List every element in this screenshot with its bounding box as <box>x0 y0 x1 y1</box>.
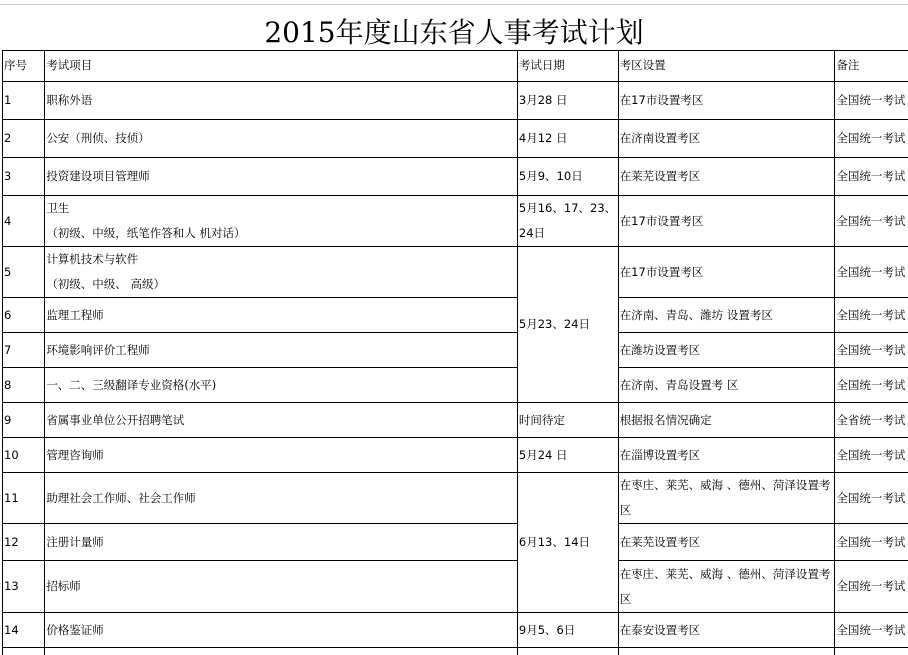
table-row <box>3 438 908 473</box>
cell-note[interactable]: 全国统一考试 <box>835 613 908 648</box>
cell-item[interactable]: 省属事业单位公开招聘笔试 <box>45 403 518 438</box>
table-row <box>3 196 908 247</box>
cell-note[interactable]: 全国统一考试 <box>835 368 908 403</box>
cell-no[interactable]: 2 <box>3 120 45 158</box>
cell-date[interactable]: 5月9、10日 <box>517 158 618 196</box>
table-row <box>3 298 908 333</box>
cell-no[interactable]: 12 <box>3 524 45 561</box>
cell-area[interactable]: 在莱芜设置考区 <box>618 524 835 561</box>
cell-item[interactable]: 职称外语 <box>45 82 518 120</box>
cell-area[interactable]: 根据报名情况确定 <box>618 403 835 438</box>
cell-item-line2: （初级、中级，纸笔作答和人 机对话） <box>46 226 246 240</box>
table-row <box>3 403 908 438</box>
cell-date[interactable]: 5月16、17、23、24日 <box>517 196 618 247</box>
cell-area[interactable]: 在17市设置考区 <box>618 196 835 247</box>
cell-item[interactable]: 监理工程师 <box>45 298 518 333</box>
cell-no[interactable]: 14 <box>3 613 45 648</box>
cell-no[interactable]: 5 <box>3 247 45 298</box>
cell-no[interactable]: 10 <box>3 438 45 473</box>
table-row <box>3 561 908 613</box>
cell-empty[interactable] <box>45 648 518 655</box>
cell-date[interactable]: 3月28 日 <box>517 82 618 120</box>
table-row <box>3 158 908 196</box>
cell-note[interactable]: 全国统一考试 <box>835 524 908 561</box>
header-date[interactable]: 考试日期 <box>517 51 618 82</box>
cell-item[interactable]: 助理社会工作师、社会工作师 <box>45 473 518 524</box>
cell-empty[interactable] <box>618 648 835 655</box>
sheet-top-border <box>0 4 908 5</box>
cell-area[interactable]: 在泰安设置考区 <box>618 613 835 648</box>
cell-no[interactable]: 13 <box>3 561 45 613</box>
cell-item[interactable]: 招标师 <box>45 561 518 613</box>
table-row <box>3 333 908 368</box>
table-row <box>3 613 908 648</box>
cell-item[interactable]: 公安（刑侦、技侦） <box>45 120 518 158</box>
cell-area[interactable]: 在枣庄、莱芜、威海 、德州、菏泽设置考区 <box>618 473 835 524</box>
cell-no[interactable]: 1 <box>3 82 45 120</box>
cell-item[interactable]: 管理咨询师 <box>45 438 518 473</box>
cell-item[interactable] <box>45 247 518 298</box>
cell-area[interactable]: 在济南、青岛、潍坊 设置考区 <box>618 298 835 333</box>
page-title: 2015年度山东省人事考试计划 <box>264 16 644 49</box>
table-row <box>3 524 908 561</box>
table-row <box>3 120 908 158</box>
cell-area[interactable]: 在淄博设置考区 <box>618 438 835 473</box>
cell-note[interactable]: 全国统一考试 <box>835 120 908 158</box>
table-row <box>3 82 908 120</box>
cell-date[interactable]: 9月5、6日 <box>517 613 618 648</box>
cell-item[interactable]: 价格鉴证师 <box>45 613 518 648</box>
cell-item-line2: （初级、中级、 高级） <box>46 277 165 291</box>
cell-note[interactable]: 全国统一考试 <box>835 247 908 298</box>
table-header-row <box>3 51 908 82</box>
cell-no[interactable]: 7 <box>3 333 45 368</box>
cell-date[interactable]: 时间待定 <box>517 403 618 438</box>
cell-area[interactable]: 在17市设置考区 <box>618 82 835 120</box>
cell-note[interactable]: 全国统一考试 <box>835 196 908 247</box>
table-row <box>3 473 908 524</box>
cell-item[interactable]: 注册计量师 <box>45 524 518 561</box>
cell-area[interactable]: 在济南、青岛设置考 区 <box>618 368 835 403</box>
cell-note[interactable]: 全国统一考试 <box>835 438 908 473</box>
cell-note[interactable]: 全国统一考试 <box>835 473 908 524</box>
cell-item[interactable]: 投资建设项目管理师 <box>45 158 518 196</box>
cell-date-merged[interactable]: 5月23、24日 <box>517 247 618 403</box>
cell-note[interactable]: 全省统一考试 <box>835 403 908 438</box>
cell-date-merged[interactable]: 6月13、14日 <box>517 473 618 613</box>
cell-no[interactable]: 11 <box>3 473 45 524</box>
cell-date[interactable]: 4月12 日 <box>517 120 618 158</box>
cell-note[interactable]: 全国统一考试 <box>835 561 908 613</box>
cell-item-line1: 卫生 <box>46 201 70 215</box>
exam-plan-table <box>2 50 908 655</box>
header-no[interactable]: 序号 <box>3 51 45 82</box>
header-note[interactable]: 备注 <box>835 51 908 82</box>
cell-date[interactable]: 5月24 日 <box>517 438 618 473</box>
table-row-partial <box>3 648 908 655</box>
cell-note[interactable]: 全国统一考试 <box>835 298 908 333</box>
cell-no[interactable]: 8 <box>3 368 45 403</box>
cell-note[interactable]: 全国统一考试 <box>835 333 908 368</box>
cell-no[interactable]: 6 <box>3 298 45 333</box>
cell-area[interactable]: 在17市设置考区 <box>618 247 835 298</box>
table-row <box>3 247 908 298</box>
cell-item[interactable] <box>45 196 518 247</box>
cell-area[interactable]: 在莱芜设置考区 <box>618 158 835 196</box>
cell-empty[interactable] <box>517 648 618 655</box>
cell-empty[interactable] <box>3 648 45 655</box>
cell-item[interactable]: 环境影响评价工程师 <box>45 333 518 368</box>
cell-no[interactable]: 4 <box>3 196 45 247</box>
cell-area[interactable]: 在潍坊设置考区 <box>618 333 835 368</box>
table-row <box>3 368 908 403</box>
cell-item-line1: 计算机技术与软件 <box>46 252 139 266</box>
cell-item[interactable]: 一、二、三级翻译专业资格(水平) <box>45 368 518 403</box>
header-area[interactable]: 考区设置 <box>618 51 835 82</box>
header-item[interactable]: 考试项目 <box>45 51 518 82</box>
cell-note[interactable]: 全国统一考试 <box>835 82 908 120</box>
cell-no[interactable]: 9 <box>3 403 45 438</box>
cell-empty[interactable] <box>835 648 908 655</box>
cell-area[interactable]: 在枣庄、莱芜、威海 、德州、菏泽设置考区 <box>618 561 835 613</box>
cell-no[interactable]: 3 <box>3 158 45 196</box>
cell-note[interactable]: 全国统一考试 <box>835 158 908 196</box>
cell-area[interactable]: 在济南设置考区 <box>618 120 835 158</box>
